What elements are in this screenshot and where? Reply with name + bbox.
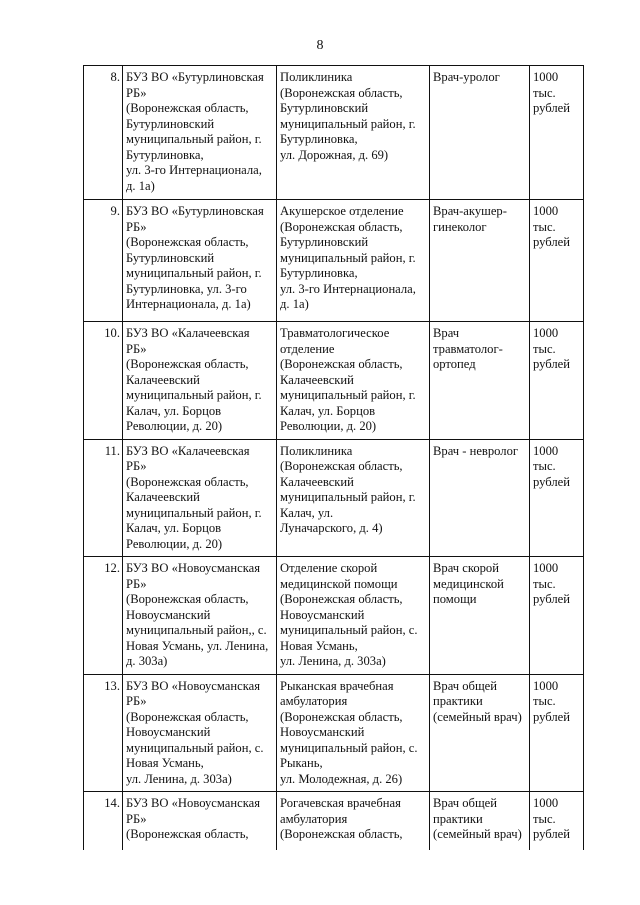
table-row (84, 200, 584, 322)
position-cell: Врач скорой медицинской помощи (430, 557, 530, 675)
subdivision-cell: Рыканская врачебная амбулатория (Воронежская область, Новоусманский муниципальный район, с. Рыкань, ул. Молодежная, д. 26) (277, 674, 430, 792)
organization-cell: БУЗ ВО «Новоусманская РБ» (Воронежская область, Новоусманский муниципальный район,, с. Новая Усмань, ул. Ленина, д. 303а) (123, 557, 277, 675)
row-number: 8. (84, 66, 123, 200)
position-cell: Врач общей практики (семейный врач) (430, 674, 530, 792)
subdivision-cell: Поликлиника (Воронежская область, Калачеевский муниципальный район, г. Калач, ул. Луначарского, д. 4) (277, 439, 430, 557)
position-cell: Врач-акушер-гинеколог (430, 200, 530, 322)
table-row (84, 792, 584, 850)
amount-cell: 1000 тыс. рублей (530, 322, 584, 440)
vacancy-table (83, 65, 584, 850)
row-number: 12. (84, 557, 123, 675)
row-number: 10. (84, 322, 123, 440)
table-row (84, 322, 584, 440)
amount-cell: 1000 тыс. рублей (530, 557, 584, 675)
position-cell: Врач - невролог (430, 439, 530, 557)
table-row (84, 674, 584, 792)
row-number: 11. (84, 439, 123, 557)
subdivision-cell: Поликлиника (Воронежская область, Бутурлиновский муниципальный район, г. Бутурлиновка, ул. Дорожная, д. 69) (277, 66, 430, 200)
organization-cell: БУЗ ВО «Новоусманская РБ» (Воронежская область, (123, 792, 277, 850)
amount-cell: 1000 тыс. рублей (530, 674, 584, 792)
amount-cell: 1000 тыс. рублей (530, 66, 584, 200)
organization-cell: БУЗ ВО «Калачеевская РБ» (Воронежская область, Калачеевский муниципальный район, г. Калач, ул. Борцов Революции, д. 20) (123, 322, 277, 440)
organization-cell: БУЗ ВО «Бутурлиновская РБ» (Воронежская область, Бутурлиновский муниципальный район, г. Бутурлиновка, ул. 3-го Интернационала, д. 1а) (123, 200, 277, 322)
organization-cell: БУЗ ВО «Новоусманская РБ» (Воронежская область, Новоусманский муниципальный район, с. Новая Усмань, ул. Ленина, д. 303а) (123, 674, 277, 792)
row-number: 14. (84, 792, 123, 850)
subdivision-cell: Акушерское отделение (Воронежская область, Бутурлиновский муниципальный район, г. Бутурлиновка, ул. 3-го Интернационала, д. 1а) (277, 200, 430, 322)
subdivision-cell: Отделение скорой медицинской помощи (Воронежская область, Новоусманский муниципальный район, с. Новая Усмань, ул. Ленина, д. 303а) (277, 557, 430, 675)
organization-cell: БУЗ ВО «Калачеевская РБ» (Воронежская область, Калачеевский муниципальный район, г. Калач, ул. Борцов Революции, д. 20) (123, 439, 277, 557)
table-row (84, 439, 584, 557)
amount-cell: 1000 тыс. рублей (530, 200, 584, 322)
position-cell: Врач общей практики (семейный врач) (430, 792, 530, 850)
position-cell: Врач-уролог (430, 66, 530, 200)
organization-cell: БУЗ ВО «Бутурлиновская РБ» (Воронежская область, Бутурлиновский муниципальный район, г. Бутурлиновка, ул. 3-го Интернационала, д. 1а) (123, 66, 277, 200)
subdivision-cell: Травматологическое отделение (Воронежская область, Калачеевский муниципальный район, г. Калач, ул. Борцов Революции, д. 20) (277, 322, 430, 440)
row-number: 13. (84, 674, 123, 792)
position-cell: Врач травматолог-ортопед (430, 322, 530, 440)
table-row (84, 557, 584, 675)
row-number: 9. (84, 200, 123, 322)
amount-cell: 1000 тыс. рублей (530, 792, 584, 850)
page-number: 8 (316, 38, 324, 53)
subdivision-cell: Рогачевская врачебная амбулатория (Воронежская область, (277, 792, 430, 850)
table-row (84, 66, 584, 200)
amount-cell: 1000 тыс. рублей (530, 439, 584, 557)
